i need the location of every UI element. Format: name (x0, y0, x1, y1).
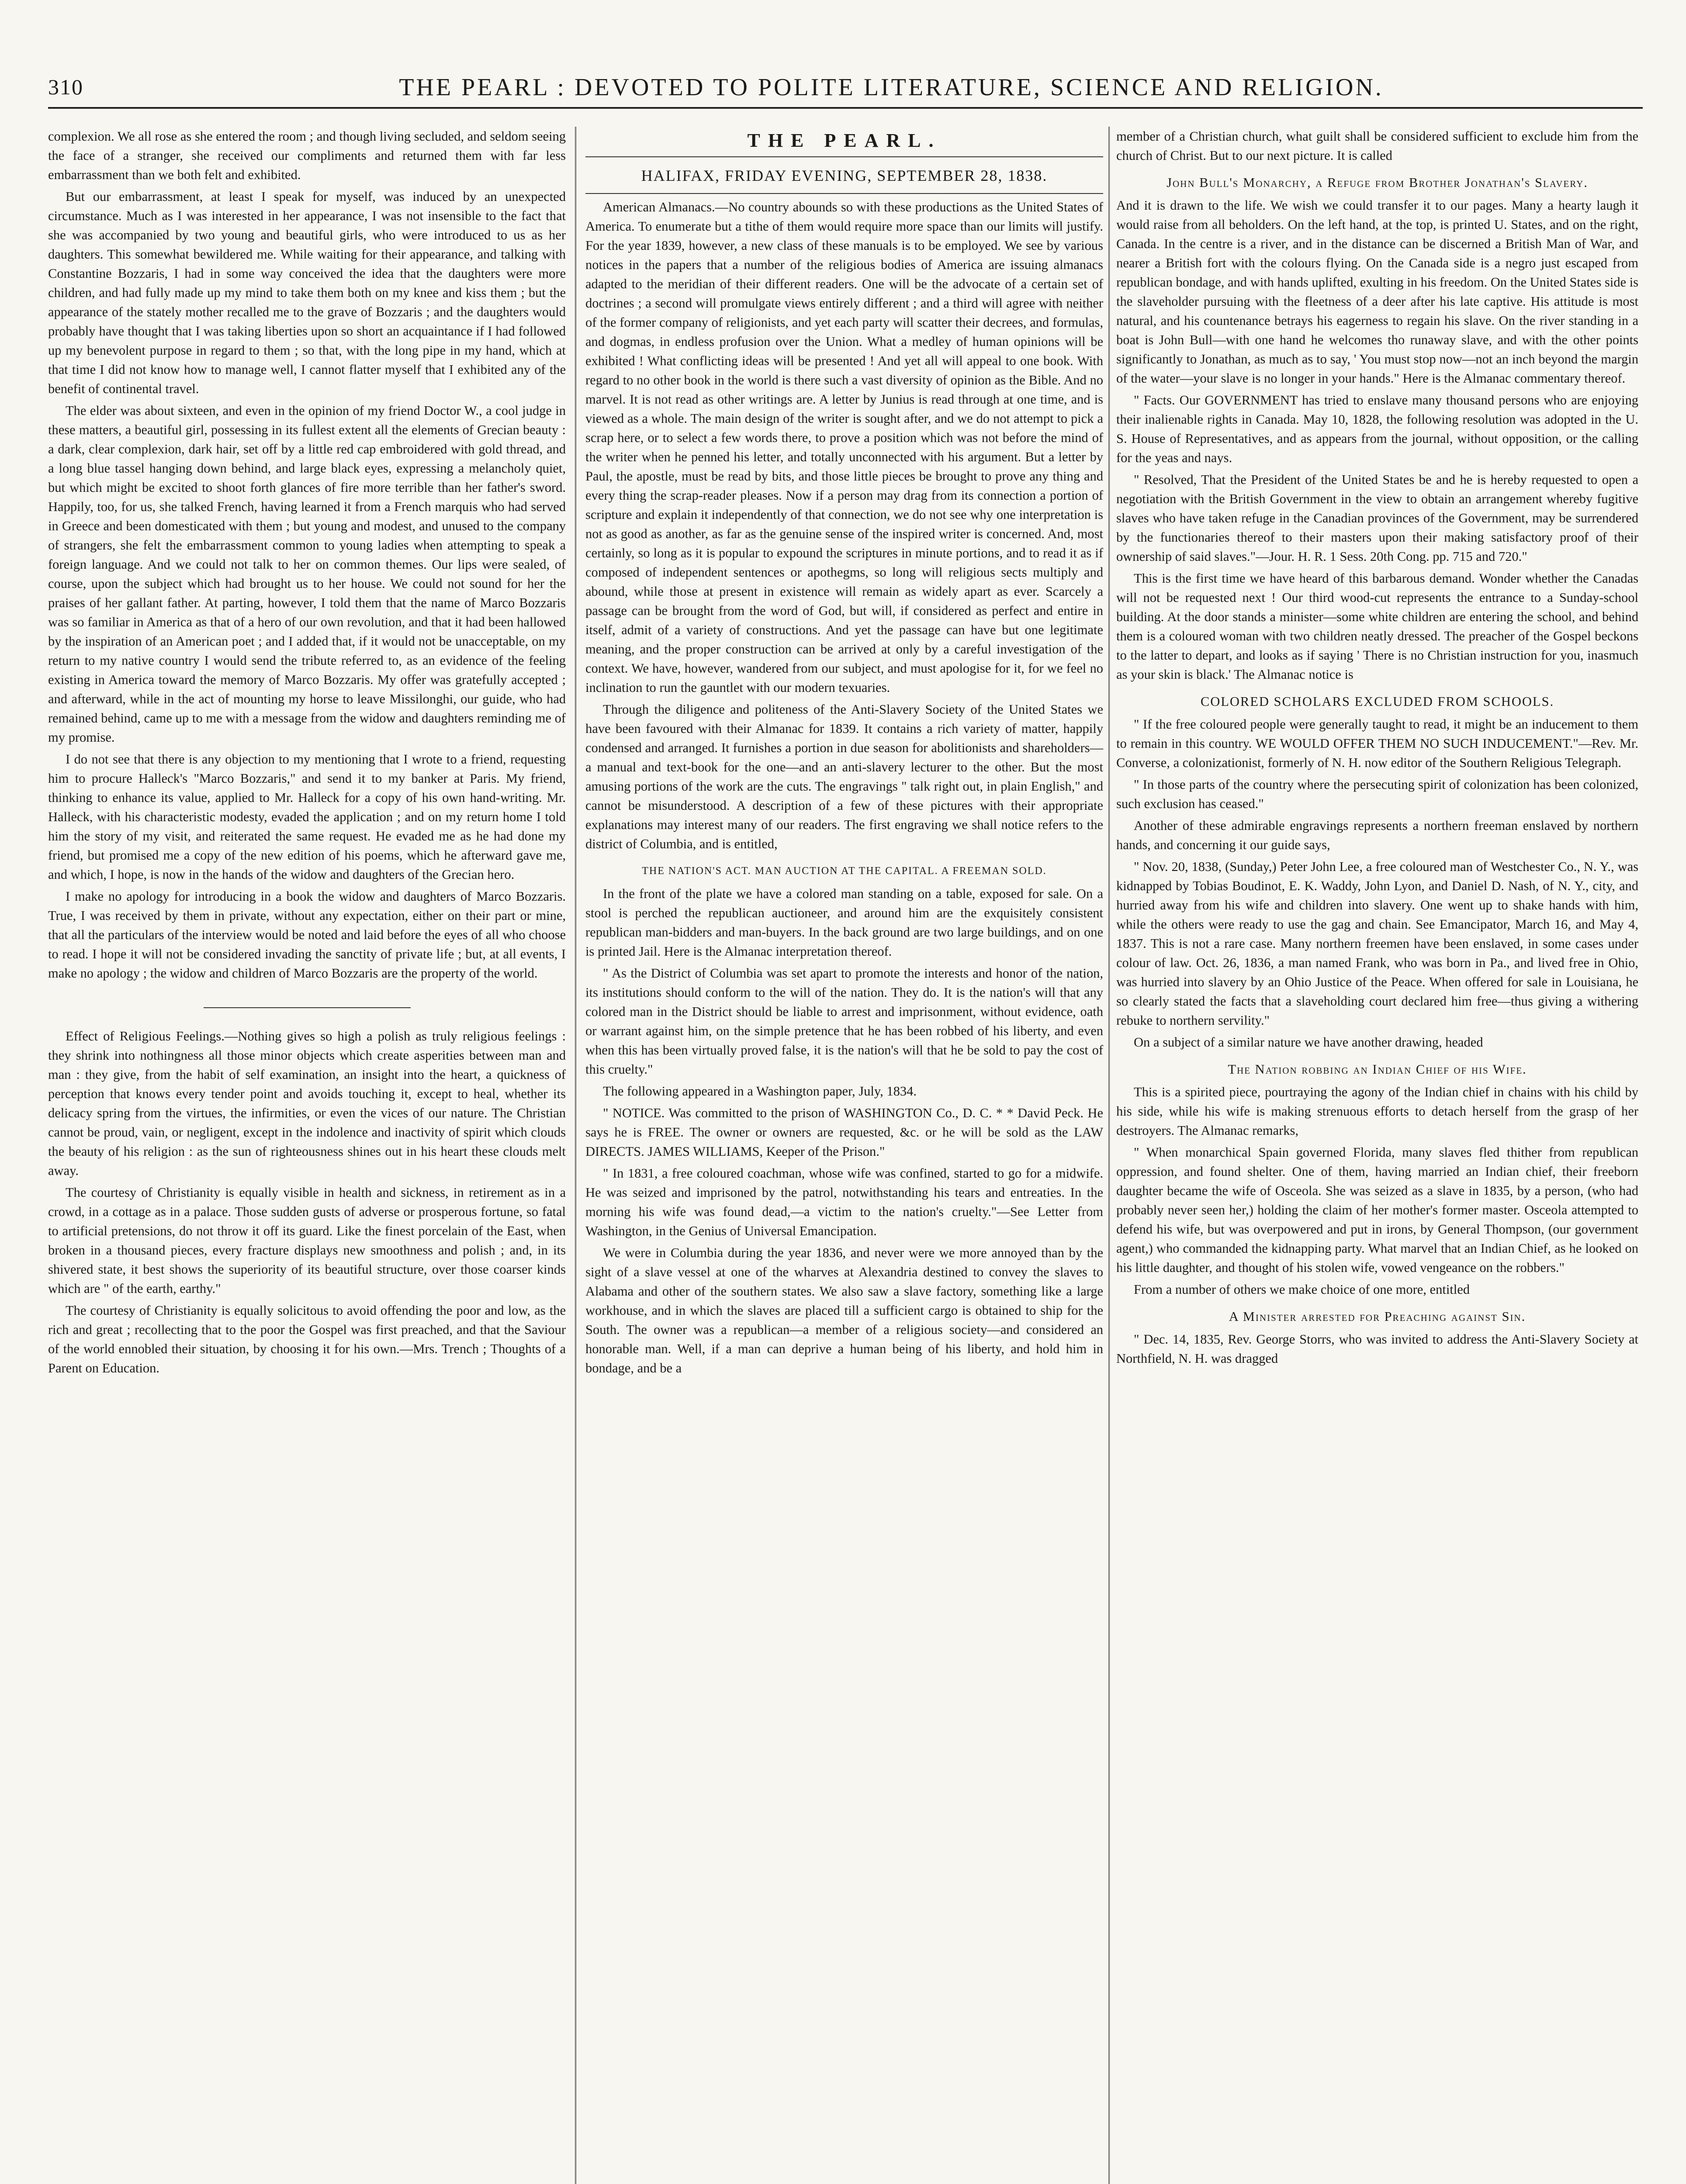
masthead: THE PEARL. (747, 130, 942, 151)
paragraph: American Almanacs.—No country abounds so with these productions as the United States of America. To enumerate but a tithe of them would require more space than our limits will justify. For the year 1839, however, a new class of these manuals is to be employed. We see by various notices in the papers that a number of the religious bodies of America are issuing almanacs adapted to the meridian of their different readers. One will be the advocate of a certain set of doctrines ; a second will promulgate views entirely different ; and a third will agree with neither of the former company of religionists, and yet each party will scatter their decrees, and formulas, and dogmas, in endless profusion over the Union. What a medley of human opinions will be exhibited ! What conflicting ideas will be presented ! And yet all will appeal to one book. With regard to no other book in the world is there such a vast diversity of opinion as the Bible. And no marvel. It is not read as other writings are. A letter by Junius is read through at one time, and is viewed as a whole. The main design of the writer is sought after, and we do not attempt to pick a scrap here, or to select a few words there, to prove a position which was not before the mind of the writer when he penned his letter, and totally unconnected with his argument. But a letter by Paul, the apostle, must be read by bits, and those little pieces be brought to prove any thing and every thing the scrap-reader pleases. Now if a person may drag from its connection a portion of scripture and explain it independently of that connection, we do not see why one interpretation is not as good as another, as far as the genuine sense of the inspired writer is concerned. And, most certainly, so long as it is popular to expound the scriptures in minute portions, and to read it as if composed of independent sentences or apothegms, so long will religious sects multiply and abound, while those at present in existence will remain as widely apart as ever. Scarcely a passage can be brought from the word of God, but will, if considered as perfect and entire in itself, admit of a variety of constructions. And yet the passage can have but one legitimate meaning, and the proper construction can be arrived at only by a careful investigation of the context. We have, however, wandered from our subject, and must apologise for it, for we feel no inclination to run the gauntlet with our modern texuaries. (585, 200, 1103, 695)
paragraph: " Resolved, That the President of the United States be and he is hereby requested to open a negotiation with the British Government in the view to obtain an arrangement whereby fugitive slaves who have taken refuge in the Canadian provinces of the Government, may be surrendered by the functionaries thereof to their masters upon their making satisfactory proof of their ownership of said slaves."—Jour. H. R. 1 Sess. 20th Cong. pp. 715 and 720." (1116, 472, 1638, 564)
paragraph: " NOTICE. Was committed to the prison of WASHINGTON Co., D. C. * * David Peck. He says he is FREE. The owner or owners are requested, &c. or he will be sold as the LAW DIRECTS. JAMES WILLIAMS, Keeper of the Prison." (585, 1106, 1103, 1159)
rule (585, 156, 1103, 157)
paragraph: " In those parts of the country where the persecuting spirit of colonization has been colonized, such exclusion has ceased." (1116, 777, 1638, 811)
column-left (48, 127, 566, 1378)
paragraph: member of a Christian church, what guilt shall be considered sufficient to exclude him from the church of Christ. But to our next picture. It is called (1116, 129, 1638, 163)
dateline: HALIFAX, FRIDAY EVENING, SEPTEMBER 28, 1838. (641, 167, 1048, 184)
section-separator (204, 1007, 411, 1008)
paragraph: This is a spirited piece, pourtraying the agony of the Indian chief in chains with his child by his side, while his wife is making strenuous efforts to detach herself from the grasp of her destroyers. The Almanac remarks, (1116, 1085, 1638, 1138)
column-divider (575, 127, 578, 2184)
paragraph: " Dec. 14, 1835, Rev. George Storrs, who was invited to address the Anti-Slavery Society at Northfield, N. H. was dragged (1116, 1332, 1638, 1366)
running-title: THE PEARL : DEVOTED TO POLITE LITERATURE, SCIENCE AND RELIGION. (399, 74, 1384, 101)
paragraph: " In 1831, a free coloured coachman, whose wife was confined, started to go for a midwife. He was seized and imprisoned by the patrol, notwithstanding his tears and entreaties. In the morning his wife was found dead,—a victim to the nation's cruelty."—See Letter from Washington, in the Genius of Universal Emancipation. (585, 1166, 1103, 1238)
column-middle (585, 127, 1103, 1378)
engraving-title: THE NATION'S ACT. MAN AUCTION AT THE CAPITAL. A FREEMAN SOLD. (642, 865, 1047, 877)
page-number: 310 (48, 75, 83, 99)
rule (585, 193, 1103, 194)
paragraph: complexion. We all rose as she entered the room ; and though living secluded, and seldom seeing the face of a stranger, she received our compliments and returned them with far less embarrassment than we both felt and exhibited. (48, 129, 566, 182)
paragraph: The courtesy of Christianity is equally visible in health and sickness, in retirement as in a crowd, in a cottage as in a palace. Those sudden gusts of adverse or prosperous fortune, so fatal to artificial pretensions, do not throw it off its guard. Like the finest porcelain of the East, when broken in a thousand pieces, every fracture displays new smoothness and polish ; and, in its shivered state, it best shows the superiority of its beautiful structure, over those coarser kinds which are " of the earth, earthy." (48, 1185, 566, 1296)
paragraph: Another of these admirable engravings represents a northern freeman enslaved by northern hands, and concerning it our guide says, (1116, 818, 1638, 852)
paragraph: We were in Columbia during the year 1836, and never were we more annoyed than by the sight of a slave vessel at one of the wharves at Alexandria destined to convey the slaves to Alabama and other of the southern states. We also saw a slave factory, something like a large workhouse, and in which the slaves are placed till a sufficient cargo is obtained to ship for the South. The owner was a republican—a member of a religious society—and considered an honorable man. Well, if a man can deprive a human being of his liberty, and hold him in bondage, and be a (585, 1245, 1103, 1375)
paragraph: Effect of Religious Feelings.—Nothing gives so high a polish as truly religious feelings : they shrink into nothingness all those minor objects which create asperities between man and man : they give, from the habit of self examination, an insight into the heart, a quickness of perception that knows every tender point and avoids touching it, except to heal, whether its delicacy spring from the virtues, the infirmities, or even the vices of our nature. The Christian cannot be proud, vain, or negligent, except in the indolence and inactivity of spirit which clouds the beauty of his religion : as the sun of righteousness shines out in his heart these clouds melt away. (48, 1029, 566, 1178)
paragraph: " Facts. Our GOVERNMENT has tried to enslave many thousand persons who are enjoying their inalienable rights in Canada. May 10, 1828, the following resolution was adopted in the U. S. House of Representatives, and as appears from the journal, without opposition, or the calling for the yeas and nays. (1116, 393, 1638, 465)
paragraph: I make no apology for introducing in a book the widow and daughters of Marco Bozzaris. True, I was received by them in private, without any expectation, either on their part or mine, that all the particulars of the interview would be noted and laid before the eyes of all who choose to read. I hope it will not be considered invading the sanctity of private life ; but, at all events, I make no apology ; the widow and children of Marco Bozzaris are the property of the world. (48, 889, 566, 981)
paragraph: " If the free coloured people were generally taught to read, it might be an inducement to them to remain in this country. WE WOULD OFFER THEM NO SUCH INDUCEMENT."—Rev. Mr. Converse, a colonizationist, formerly of N. H. now editor of the Southern Religious Telegraph. (1116, 717, 1638, 770)
paragraph: Through the diligence and politeness of the Anti-Slavery Society of the United States we have been favoured with their Almanac for 1839. It contains a rich variety of matter, happily condensed and arranged. It furnishes a portion in due season for abolitionists and shareholders—a manual and text-book for the one—and an anti-slavery lecturer to the other. But the most amusing portions of the work are the cuts. The engravings " talk right out, in plain English," and cannot be misunderstood. A description of a few of these pictures with their appropriate explanations may interest many of our readers. The first engraving we shall notice refers to the district of Columbia, and is entitled, (585, 702, 1103, 851)
engraving-title: COLORED SCHOLARS EXCLUDED FROM SCHOOLS. (1200, 694, 1554, 709)
paragraph: In the front of the plate we have a colored man standing on a table, exposed for sale. On a stool is perched the republican auctioneer, and around him are the exquisitely consistent republican man-bidders and man-buyers. In the back ground are two large buildings, and on one is printed Jail. Here is the Almanac interpretation thereof. (585, 886, 1103, 959)
paragraph: " As the District of Columbia was set apart to promote the interests and honor of the nation, its institutions should conform to the will of the nation. They do. It is the nation's will that any colored man in the District should be liable to arrest and imprisonment, without evidence, oath or warrant against him, on the simple pretence that he has been robbed of his liberty, and even when this has been virtually proved false, it is the nation's will that he be sold to pay the cost of this cruelty." (585, 966, 1103, 1077)
column-divider (1108, 127, 1111, 2184)
paragraph: This is the first time we have heard of this barbarous demand. Wonder whether the Canadas will not be requested next ! Our third wood-cut represents the entrance to a Sunday-school building. At the door stands a minister—some white children are entering the school, and behind them is a coloured woman with two children neatly dressed. The preacher of the Gospel beckons to the latter to depart, and looks as if saying ' There is no Christian instruction for you, inasmuch as your skin is black.' The Almanac notice is (1116, 571, 1638, 682)
paragraph: From a number of others we make choice of one more, entitled (1134, 1282, 1470, 1297)
paragraph: On a subject of a similar nature we have another drawing, headed (1134, 1035, 1483, 1050)
paragraph: But our embarrassment, at least I speak for myself, was induced by an unexpected circumstance. Much as I was interested in her appearance, I was not insensible to the fact that she was accompanied by two young and beautiful girls, who were introduced to us as her daughters. This somewhat bewildered me. While waiting for their appearance, and talking with Constantine Bozzaris, I had in some way conceived the idea that the daughters were more children, and had fully made up my mind to take them both on my knee and kiss them ; but the appearance of the stately mother recalled me to the grave of Bozzaris ; and the daughters would probably have thought that I was taking liberties upon so short an acquaintance if I had followed up my benevolent purpose in regard to them ; so that, with the long pipe in my hand, which at that time I did not know how to manage well, I cannot flatter myself that I exhibited any of the benefit of continental travel. (48, 189, 566, 396)
engraving-title: The Nation robbing an Indian Chief of his Wife. (1228, 1062, 1527, 1077)
paragraph: The courtesy of Christianity is equally solicitous to avoid offending the poor and low, as the rich and great ; recollecting that to the poor the Gospel was first preached, and that the Saviour of the world ennobled their situation, by choosing it for his own.—Mrs. Trench ; Thoughts of a Parent on Education. (48, 1303, 566, 1375)
engraving-title: A Minister arrested for Preaching against Sin. (1229, 1309, 1526, 1324)
paragraph: " When monarchical Spain governed Florida, many slaves fled thither from republican oppression, and found shelter. One of them, having married an Indian chief, their freeborn daughter became the wife of Osceola. She was seized as a slave in 1835, by a person, (who had probably never seen her,) holding the claim of her mother's former master. Osceola attempted to defend his wife, but was overpowered and put in irons, by General Thompson, (our government agent,) who commanded the kidnapping party. What marvel that an Indian Chief, as he looked on his little daughter, and thought of his stolen wife, vowed vengeance on the robbers." (1116, 1145, 1638, 1275)
paragraph: The elder was about sixteen, and even in the opinion of my friend Doctor W., a cool judge in these matters, a beautiful girl, possessing in its fullest extent all the elements of Grecian beauty : a dark, clear complexion, dark hair, set off by a little red cap embroidered with gold thread, and a long blue tassel hanging down behind, and large black eyes, expressing a melancholy quiet, but which might be excited to shoot forth glances of fire more terrible than her father's sword. Happily, too, for us, she talked French, having learned it from a French marquis who had served in Greece and been domesticated with them ; but young and modest, and unused to the company of strangers, she felt the embarrassment common to young ladies when attempting to speak a foreign language. And we could not talk to her on common themes. Our lips were sealed, of course, upon the subject which had brought us to her house. We could not sound for her the praises of her gallant father. At parting, however, I told them that the name of Marco Bozzaris was so familiar in America as that of a hero of our own revolution, and that it had been hallowed by the inspiration of an American poet ; and I added that, if it would not be unacceptable, on my return to my native country I would send the tribute referred to, as an evidence of the feeling existing in America toward the memory of Marco Bozzaris. My offer was gratefully accepted ; and afterward, while in the act of mounting my horse to leave Missilonghi, our guide, who had remained behind, came up to me with a message from the widow and daughters reminding me of my promise. (48, 403, 566, 745)
paragraph: " Nov. 20, 1838, (Sunday,) Peter John Lee, a free coloured man of Westchester Co., N. Y., was kidnapped by Tobias Boudinot, E. K. Waddy, John Lyon, and Daniel D. Nash, of N. Y., city, and hurried away from his wife and children into slavery. One went up to shake hands with him, while the others were ready to use the gag and chain. See Emancipator, March 16, and May 4, 1837. This is not a rare case. Many northern freemen have been enslaved, in some cases under colour of law. Oct. 26, 1836, a man named Frank, who was born in Pa., and lived free in Ohio, was hurried into slavery by an Ohio Justice of the Peace. When offered for sale in Louisiana, he so clearly stated the facts that a slaveholding court declared him free—thus giving a withering rebuke to northern servility." (1116, 859, 1638, 1028)
column-right (1116, 127, 1638, 1368)
paragraph: And it is drawn to the life. We wish we could transfer it to our pages. Many a hearty laugh it would raise from all beholders. On the left hand, at the top, is printed U. States, and on the right, Canada. In the centre is a river, and in the distance can be discerned a British Man of War, and nearer a British fort with the colours flying. On the Canada side is a negro just escaped from republican bondage, and with hands uplifted, exulting in his freedom. On the United States side is the slaveholder pursuing with the fleetness of a deer after his late captive. His attitude is most natural, and his countenance betrays his eagerness to regain his slave. On the river standing in a boat is John Bull—with one hand he welcomes tho runaway slave, and with the other points significantly to Jonathan, as much as to say, ' You must stop now—not an inch beyond the margin of the water—your slave is no longer in your hands." Here is the Almanac commentary thereof. (1116, 198, 1638, 386)
paragraph: The following appeared in a Washington paper, July, 1834. (603, 1084, 917, 1099)
paragraph: I do not see that there is any objection to my mentioning that I wrote to a friend, requesting him to procure Halleck's "Marco Bozzaris," and send it to my banker at Paris. My friend, thinking to enhance its value, applied to Mr. Halleck for a copy of his own hand-writing. Mr. Halleck, with his characteristic modesty, evaded the application ; and on my return home I told him the story of my visit, and reiterated the same request. He evaded me as he had done my friend, but promised me a copy of the new edition of his poems, which he afterward gave me, and which, I hope, is now in the hands of the widow and daughters of the Grecian hero. (48, 752, 566, 882)
engraving-title: John Bull's Monarchy, a Refuge from Brother Jonathan's Slavery. (1167, 175, 1588, 190)
header-rule (48, 107, 1643, 109)
